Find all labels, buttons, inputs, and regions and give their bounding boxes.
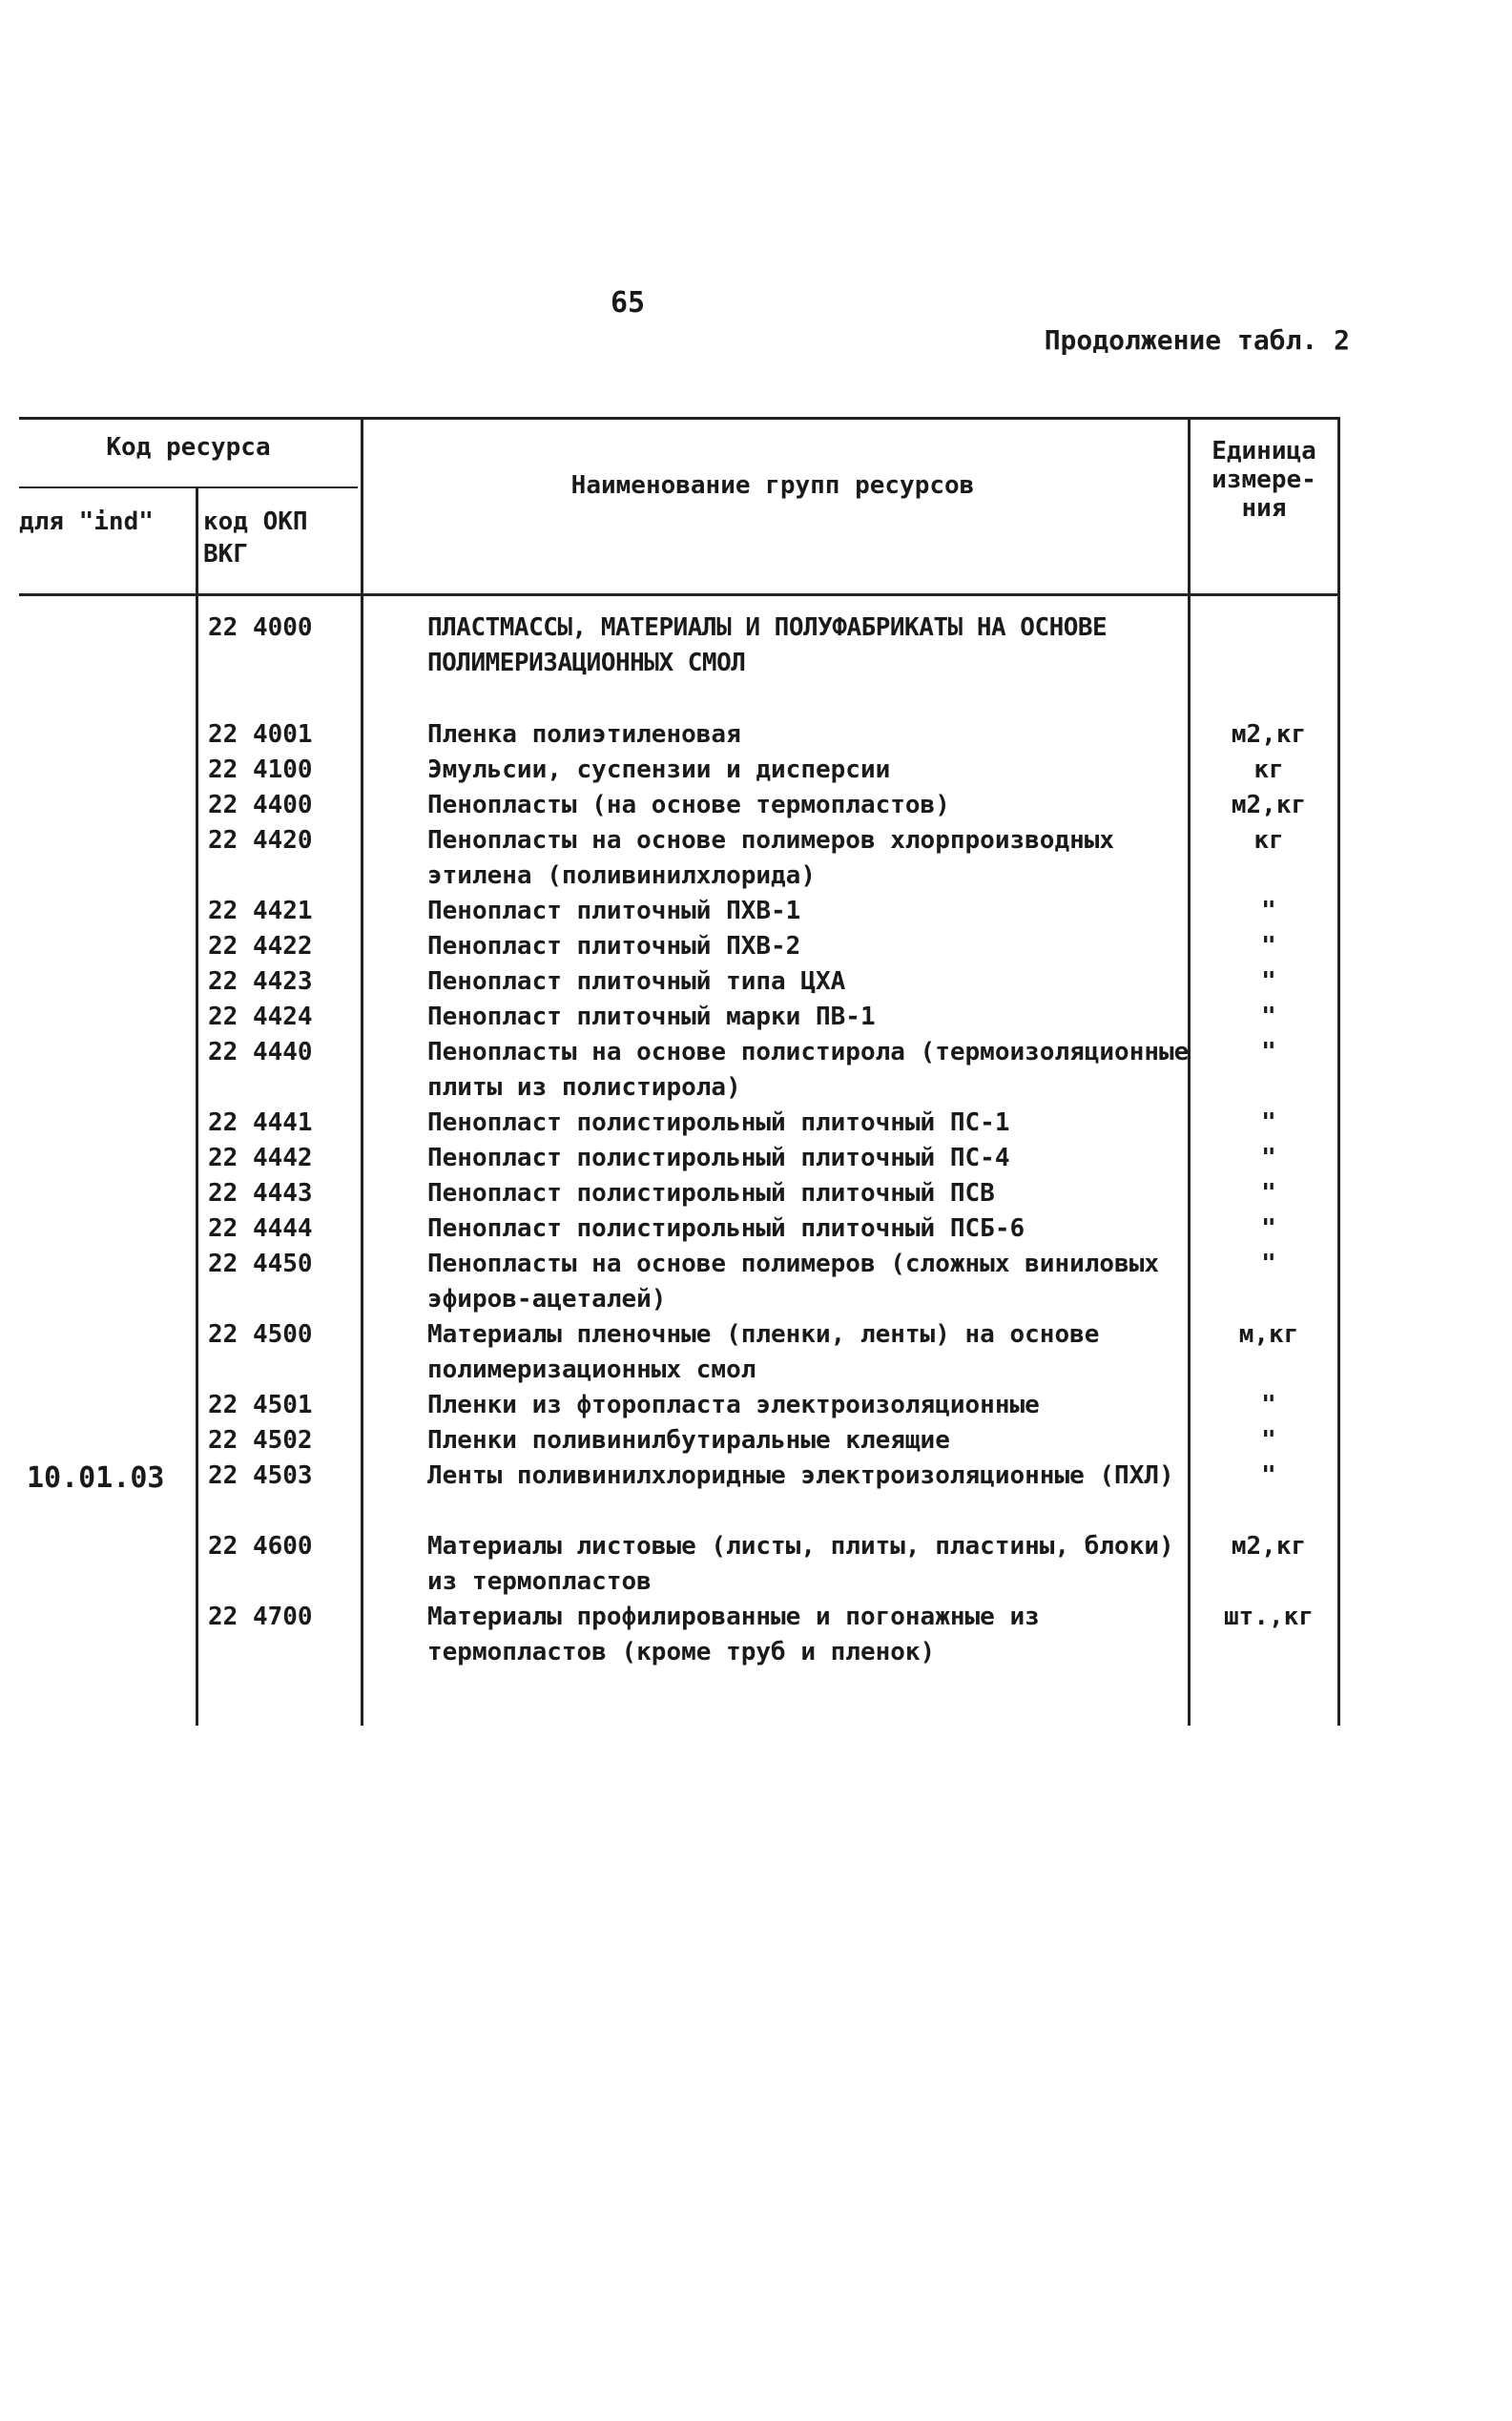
- unit: ": [1261, 1179, 1276, 1208]
- unit: м2,кг: [1231, 1532, 1307, 1561]
- unit: м,кг: [1238, 1320, 1299, 1349]
- header-okp-code: [203, 506, 356, 570]
- okp-code: 22 4600: [208, 1532, 313, 1561]
- okp-code: 22 4500: [208, 1320, 313, 1349]
- header-resource-code: Код ресурса: [106, 433, 271, 462]
- group-name: Пенопласты (на основе термопластов): [427, 791, 950, 819]
- unit: кг: [1253, 826, 1284, 855]
- unit: ": [1261, 1391, 1276, 1419]
- unit: ": [1261, 1214, 1276, 1243]
- col-divider-okp: [361, 417, 363, 1726]
- okp-code: 22 4502: [208, 1426, 313, 1455]
- group-name: Пленка полиэтиленовая: [427, 720, 741, 749]
- unit: ": [1261, 1461, 1276, 1490]
- header-okp-line2: ВКГ: [203, 540, 248, 569]
- okp-code: 22 4700: [208, 1603, 313, 1631]
- unit: ": [1261, 932, 1276, 961]
- group-name: Пенопласт плиточный ПХВ-2: [427, 932, 801, 961]
- unit: ": [1261, 1144, 1276, 1172]
- header-unit-line2: измере-: [1212, 466, 1316, 494]
- group-name: Пенопласт плиточный марки ПВ-1: [427, 1003, 876, 1031]
- header-group-name: Наименование групп ресурсов: [570, 471, 975, 500]
- table-top-rule: [19, 417, 1340, 420]
- okp-code: 22 4443: [208, 1179, 313, 1208]
- group-name: Материалы листовые (листы, плиты, пластины, блоки) из термопластов: [427, 1532, 1174, 1596]
- group-name: ПЛАСТМАССЫ, МАТЕРИАЛЫ И ПОЛУФАБРИКАТЫ НА ОСНОВЕ ПОЛИМЕРИЗАЦИОННЫХ СМОЛ: [427, 613, 1108, 677]
- page-number: 65: [611, 286, 646, 320]
- unit: кг: [1253, 755, 1284, 784]
- okp-code: 22 4422: [208, 932, 313, 961]
- group-name: Ленты поливинилхлоридные электроизоляционные (ПХЛ): [427, 1461, 1174, 1490]
- okp-code: 22 4400: [208, 791, 313, 819]
- unit: ": [1261, 1038, 1276, 1066]
- unit: м2,кг: [1231, 720, 1307, 749]
- continuation-label: Продолжение табл. 2: [1044, 324, 1350, 356]
- group-name: Пенопласт плиточный типа ЦХА: [427, 967, 846, 996]
- okp-code: 22 4444: [208, 1214, 313, 1243]
- header-unit-line3: ния: [1241, 494, 1287, 523]
- unit: ": [1261, 1250, 1276, 1278]
- group-name: Пленки из фторопласта электроизоляционные: [427, 1391, 1040, 1419]
- group-name: Пенопласты на основе полимеров хлорпроизводных этилена (поливинилхлорида): [427, 826, 1115, 890]
- unit: шт.,кг: [1224, 1603, 1314, 1631]
- okp-code: 22 4000: [208, 613, 313, 642]
- group-name: Пенопласт полистирольный плиточный ПС-1: [427, 1108, 1010, 1137]
- header-for-ind: для "ind": [19, 507, 154, 536]
- header-bottom-rule: [19, 593, 1340, 596]
- group-name: Пенопласты на основе полистирола (термоизоляционные плиты из полистирола): [427, 1038, 1190, 1102]
- unit: ": [1261, 1426, 1276, 1455]
- okp-code: 22 4001: [208, 720, 313, 749]
- okp-code: 22 4503: [208, 1461, 313, 1490]
- group-name: Пенопласт полистирольный плиточный ПС-4: [427, 1144, 1010, 1172]
- col-divider-ind: [196, 488, 198, 1726]
- okp-code: 22 4100: [208, 755, 313, 784]
- header-unit: [1192, 437, 1336, 523]
- okp-code: 22 4424: [208, 1003, 313, 1031]
- group-name: Пенопласт полистирольный плиточный ПСБ-6: [427, 1214, 1025, 1243]
- okp-code: 22 4420: [208, 826, 313, 855]
- okp-code: 22 4441: [208, 1108, 313, 1137]
- unit: ": [1261, 897, 1276, 925]
- ind-code: 10.01.03: [27, 1461, 165, 1495]
- okp-code: 22 4442: [208, 1144, 313, 1172]
- unit: ": [1261, 1003, 1276, 1031]
- group-name: Пенопласт плиточный ПХВ-1: [427, 897, 801, 925]
- okp-code: 22 4421: [208, 897, 313, 925]
- okp-code: 22 4450: [208, 1250, 313, 1278]
- group-name: Пленки поливинилбутиральные клеящие: [427, 1426, 950, 1455]
- unit: м2,кг: [1231, 791, 1307, 819]
- unit: ": [1261, 967, 1276, 996]
- group-name: Материалы пленочные (пленки, ленты) на основе полимеризационных смол: [427, 1320, 1100, 1384]
- header-sub-rule: [19, 486, 358, 488]
- group-name: Материалы профилированные и погонажные из термопластов (кроме труб и пленок): [427, 1603, 1040, 1666]
- group-name: Пенопласт полистирольный плиточный ПСВ: [427, 1179, 995, 1208]
- okp-code: 22 4440: [208, 1038, 313, 1066]
- okp-code: 22 4423: [208, 967, 313, 996]
- header-unit-line1: Единица: [1212, 437, 1316, 466]
- okp-code: 22 4501: [208, 1391, 313, 1419]
- header-okp-line1: код ОКП: [203, 507, 308, 536]
- unit: ": [1261, 1108, 1276, 1137]
- group-name: Эмульсии, суспензии и дисперсии: [427, 755, 891, 784]
- group-name: Пенопласты на основе полимеров (сложных виниловых эфиров-ацеталей): [427, 1250, 1160, 1314]
